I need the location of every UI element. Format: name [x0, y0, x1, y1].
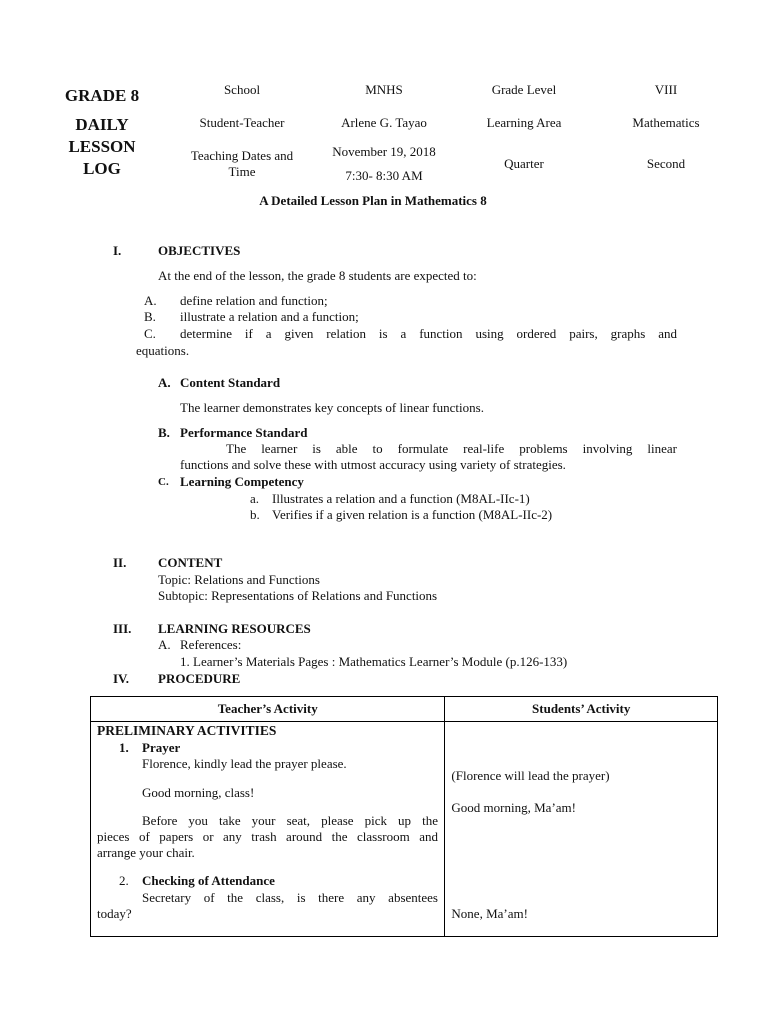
procedure-numeral: IV.	[113, 671, 130, 686]
content-heading: CONTENT	[158, 555, 223, 570]
log-title-line-1: DAILY	[75, 115, 129, 134]
teacher-greeting: Good morning, class!	[142, 785, 255, 800]
objective-text-c-line-2: equations.	[136, 343, 190, 358]
content-numeral: II.	[113, 555, 127, 570]
attendance-question-line-2: today?	[97, 906, 132, 921]
prayer-number: 1.	[119, 740, 129, 755]
student-teacher-value: Arlene G. Tayao	[341, 115, 427, 130]
student-teacher-label: Student-Teacher	[199, 115, 285, 130]
attendance-number: 2.	[119, 873, 129, 888]
date-value: November 19, 2018	[332, 144, 436, 159]
objectives-intro: At the end of the lesson, the grade 8 students are expected to:	[158, 268, 477, 283]
student-absentees-response: None, Ma’am!	[451, 906, 528, 921]
competency-letter-a: a.	[250, 491, 260, 506]
learning-competency-letter: C.	[158, 476, 169, 488]
objectives-numeral: I.	[113, 243, 122, 258]
learning-area-value: Mathematics	[632, 115, 700, 130]
procedure-table	[90, 696, 718, 937]
prayer-instruction: Florence, kindly lead the prayer please.	[142, 756, 347, 771]
preliminary-activities-heading: PRELIMINARY ACTIVITIES	[97, 723, 277, 738]
time-value: 7:30- 8:30 AM	[345, 168, 423, 183]
content-standard-letter: A.	[158, 375, 171, 390]
objectives-heading: OBJECTIVES	[158, 243, 241, 258]
objective-letter-b: B.	[144, 309, 156, 324]
objective-text-c-line-1: determine if a given relation is a function using ordered pairs, graphs and	[180, 326, 677, 341]
daily-lesson-log-title	[52, 114, 152, 180]
teacher-activity-cell	[91, 722, 445, 937]
teacher-activity-header: Teacher’s Activity	[91, 697, 445, 722]
performance-standard-letter: B.	[158, 425, 170, 440]
log-title-line-3: LOG	[83, 159, 121, 178]
quarter-label: Quarter	[504, 156, 544, 171]
learning-competency-heading: Learning Competency	[180, 474, 304, 489]
grade-title: GRADE 8	[64, 86, 140, 105]
teaching-dates-label-line-2: Time	[228, 164, 256, 179]
references-letter: A.	[158, 637, 171, 652]
grade-level-label: Grade Level	[491, 82, 557, 97]
objective-text-a: define relation and function;	[180, 293, 328, 308]
students-activity-header: Students’ Activity	[445, 697, 718, 722]
competency-text-b: Verifies if a given relation is a function (M8AL-IIc-2)	[272, 507, 553, 522]
school-label: School	[223, 82, 261, 97]
teaching-dates-label-line-1: Teaching Dates and	[190, 148, 294, 163]
plan-title: A Detailed Lesson Plan in Mathematics 8	[259, 193, 487, 208]
grade-level-value: VIII	[654, 82, 678, 97]
resources-numeral: III.	[113, 621, 132, 636]
resources-heading: LEARNING RESOURCES	[158, 621, 311, 636]
procedure-table-row	[91, 722, 718, 937]
objective-text-b: illustrate a relation and a function;	[180, 309, 359, 324]
student-greeting-response: Good morning, Ma’am!	[451, 800, 576, 815]
performance-standard-line-1: The learner is able to formulate real-life problems involving linear	[226, 441, 677, 456]
reference-1: 1. Learner’s Materials Pages : Mathematics Learner’s Module (p.126-133)	[180, 654, 568, 669]
learning-area-label: Learning Area	[486, 115, 562, 130]
content-standard-text: The learner demonstrates key concepts of linear functions.	[180, 400, 484, 415]
procedure-table-header-row	[91, 697, 718, 722]
school-value: MNHS	[365, 82, 403, 97]
students-activity-cell	[445, 722, 718, 937]
seat-instruction-line-2: pieces of papers or any trash around the classroom and	[97, 829, 438, 844]
references-label: References:	[180, 637, 242, 652]
competency-text-a: Illustrates a relation and a function (M8AL-IIc-1)	[272, 491, 530, 506]
quarter-value: Second	[646, 156, 686, 171]
competency-letter-b: b.	[250, 507, 260, 522]
content-subtopic: Subtopic: Representations of Relations and Functions	[158, 588, 438, 603]
student-prayer-response: (Florence will lead the prayer)	[451, 768, 610, 783]
attendance-heading: Checking of Attendance	[142, 873, 275, 888]
performance-standard-line-2: functions and solve these with utmost accuracy using variety of strategies.	[180, 457, 566, 472]
seat-instruction-line-3: arrange your chair.	[97, 845, 195, 860]
procedure-heading: PROCEDURE	[158, 671, 241, 686]
seat-instruction-line-1: Before you take your seat, please pick up the	[142, 813, 438, 828]
content-topic: Topic: Relations and Functions	[158, 572, 320, 587]
objective-letter-a: A.	[144, 293, 157, 308]
performance-standard-heading: Performance Standard	[180, 425, 308, 440]
log-title-line-2: LESSON	[68, 137, 136, 156]
content-standard-heading: Content Standard	[180, 375, 281, 390]
objective-letter-c: C.	[144, 326, 156, 341]
teaching-dates-label	[182, 148, 302, 180]
attendance-question-line-1: Secretary of the class, is there any absentees	[142, 890, 438, 905]
prayer-heading: Prayer	[142, 740, 181, 755]
